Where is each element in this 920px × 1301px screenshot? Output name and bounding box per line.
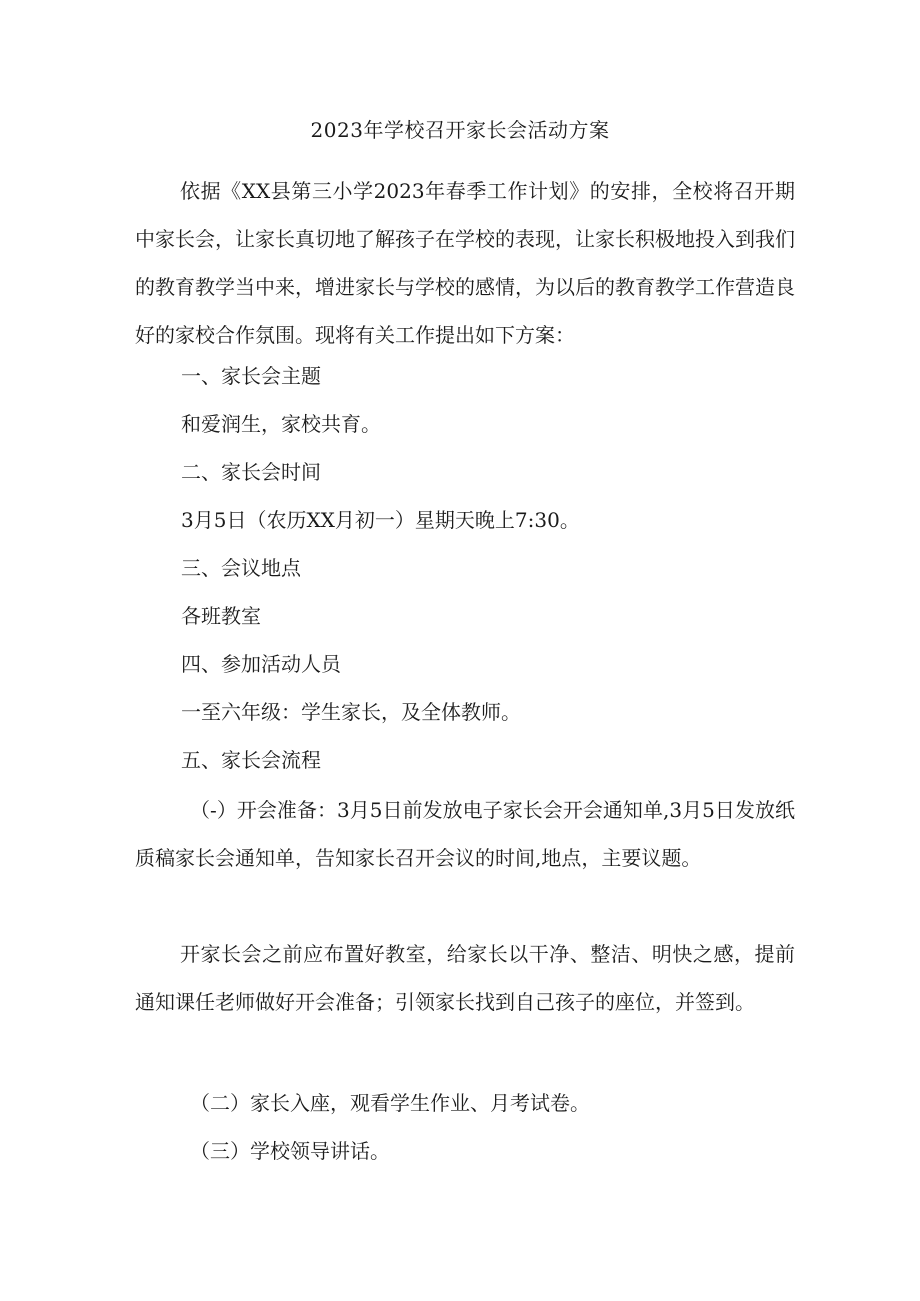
intro-paragraph: 依据《XX县第三小学2023年春季工作计划》的安排，全校将召开期中家长会，让家长真切地了解孩子在学校的表现，让家长积极地投入到我们的教育教学当中来，增进家长与学校的感情，为以后的教育教学工作营造良好的家校合作氛围。现将有关工作提出如下方案： — [135, 179, 795, 347]
flow-step-1-paragraph: （-）开会准备：3月5日前发放电子家长会开会通知单,3月5日发放纸质稿家长会通知单，告知家长召开会议的时间,地点，主要议题。 — [135, 798, 795, 870]
document-title: 2023年学校召开家长会活动方案 — [310, 118, 610, 142]
section-text-people: 一至六年级：学生家长，及全体教师。 — [181, 700, 521, 724]
section-heading-theme: 一、家长会主题 — [181, 364, 321, 388]
section-text-theme: 和爱润生，家校共育。 — [181, 412, 381, 436]
flow-prep-paragraph: 开家长会之前应布置好教室，给家长以干净、整洁、明快之感，提前通知课任老师做好开会准备；引领家长找到自己孩子的座位，并签到。 — [135, 942, 795, 1014]
section-text-place: 各班教室 — [181, 604, 261, 628]
section-heading-time: 二、家长会时间 — [181, 460, 321, 484]
section-heading-people: 四、参加活动人员 — [181, 652, 341, 676]
flow-step-3: （三）学校领导讲话。 — [190, 1139, 390, 1163]
section-heading-flow: 五、家长会流程 — [181, 748, 321, 772]
section-text-time: 3月5日（农历XX月初一）星期天晚上7:30。 — [181, 508, 580, 532]
flow-step-2: （二）家长入座，观看学生作业、月考试卷。 — [190, 1091, 590, 1115]
section-heading-place: 三、会议地点 — [181, 556, 301, 580]
